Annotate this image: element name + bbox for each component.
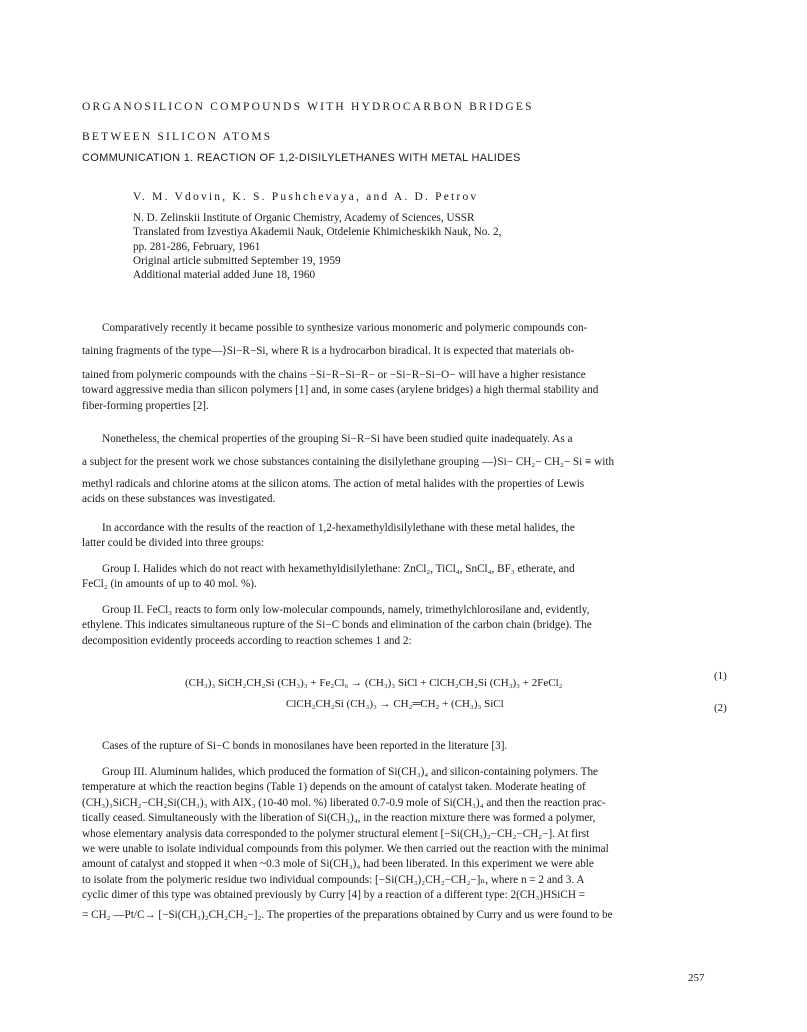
text-line: = CH₂ —Pt/C→ [−Si(CH₃)₂CH₂CH₂−]₂. The properties of the preparations obtained by Curry and us were found to be <box>82 908 613 921</box>
text-line: Group III. Aluminum halides, which produced the formation of Si(CH₃)₄ and silicon-containing polymers. The <box>102 766 599 778</box>
text-line: In accordance with the results of the reaction of 1,2-hexamethyldisilylethane with these metal halides, the <box>102 522 575 534</box>
article-title-line-1: ORGANOSILICON COMPOUNDS WITH HYDROCARBON BRIDGES <box>82 101 534 113</box>
affiliation-line: Translated from Izvestiya Akademii Nauk, Otdelenie Khimicheskikh Nauk, No. 2, <box>133 226 502 238</box>
equation-number-2: (2) <box>714 702 727 714</box>
communication-heading: COMMUNICATION 1. REACTION OF 1,2-DISILYLETHANES WITH METAL HALIDES <box>82 152 521 164</box>
text-line: Comparatively recently it became possible to synthesize various monomeric and polymeric compounds con- <box>102 322 588 334</box>
page-number: 257 <box>688 972 705 984</box>
text-line: temperature at which the reaction begins (Table 1) depends on the amount of catalyst taken. Moderate heating of <box>82 781 586 794</box>
text-line: a subject for the present work we chose substances containing the disilylethane grouping —⟩Si− CH₂− CH₂− Si ≡ with <box>82 456 615 469</box>
text-line: cyclic dimer of this type was obtained previously by Curry [4] by a reaction of a different type: 2(CH₃)HSiCH = <box>82 889 586 902</box>
text-line: whose elementary analysis data corresponded to the polymer structural element [−Si(CH₃)₂−CH₂−CH₂−]. At first <box>82 827 590 840</box>
affiliation-line: pp. 281-286, February, 1961 <box>133 241 261 253</box>
text-line: we were unable to isolate individual compounds from this polymer. We then carried out the reaction with the minimal <box>82 843 609 856</box>
text-line: latter could be divided into three groups: <box>82 537 265 550</box>
text-line: tically ceased. Simultaneously with the liberation of Si(CH₃)₄, in the reaction mixture there was formed a polymer, <box>82 812 596 825</box>
text-line: amount of catalyst and stopped it when ~0.3 mole of Si(CH₃)₄ had been liberated. In this experiment we were able <box>82 858 594 871</box>
equation-number-1: (1) <box>714 670 727 682</box>
affiliation-line: Additional material added June 18, 1960 <box>133 269 316 281</box>
paragraph-group-one <box>82 562 728 593</box>
text-line: toward aggressive media than silicon polymers [1] and, in some cases (arylene bridges) a high thermal stability and <box>82 384 599 397</box>
text-line: Cases of the rupture of Si−C bonds in monosilanes have been reported in the literature [3]. <box>102 740 508 752</box>
text-line: Nonetheless, the chemical properties of the grouping Si−R−Si have been studied quite inadequately. As a <box>102 433 573 445</box>
text-line: decomposition evidently proceeds according to reaction schemes 1 and 2: <box>82 634 412 647</box>
paragraph-introduction <box>82 321 728 414</box>
reaction-equation-1: (CH₃)₃ SiCH₂CH₂Si (CH₃)₃ + Fe₂Cl₆ → (CH₃)₃ SiCl + ClCH₂CH₂Si (CH₃)₃ + 2FeCl₂ <box>185 677 563 689</box>
text-line: FeCl₂ (in amounts of up to 40 mol. %). <box>82 578 257 591</box>
affiliation-line: Original article submitted September 19, 1959 <box>133 255 341 267</box>
text-line: (CH₃)₃SiCH₂−CH₂Si(CH₃)₃ with AlX₃ (10-40 mol. %) liberated 0.7-0.9 mole of Si(CH₃)₄ and then the reaction prac- <box>82 796 606 809</box>
text-line: acids on these substances was investigated. <box>82 493 276 506</box>
paragraph-classification <box>82 521 728 552</box>
paragraph-group-two <box>82 603 728 649</box>
text-line: to isolate from the polymeric residue two individual compounds: [−Si(CH₃)₂CH₂−CH₂−]ₙ, where n = 2 and 3. A <box>82 873 585 886</box>
paragraph-grouping <box>82 432 728 508</box>
author-list: V. M. Vdovin, K. S. Pushchevaya, and A. D. Petrov <box>133 191 479 203</box>
paragraph-group-three <box>82 765 728 923</box>
reaction-equation-2: ClCH₂CH₂Si (CH₃)₃ → CH₂═CH₂ + (CH₃)₃ SiCl <box>286 698 504 710</box>
text-line: ethylene. This indicates simultaneous rupture of the Si−C bonds and elimination of the carbon chain (bridge). The <box>82 619 592 632</box>
text-line: taining fragments of the type—⟩Si−R−Si, where R is a hydrocarbon biradical. It is expected that materials ob- <box>82 345 575 358</box>
article-title-line-2: BETWEEN SILICON ATOMS <box>82 131 273 143</box>
text-line: Group II. FeCl₃ reacts to form only low-molecular compounds, namely, trimethylchlorosilane and, evidently, <box>102 604 590 616</box>
paragraph-monosilanes <box>82 739 728 754</box>
text-line: tained from polymeric compounds with the chains −Si−R−Si−R− or −Si−R−Si−O− will have a higher resistance <box>82 368 586 381</box>
text-line: methyl radicals and chlorine atoms at the silicon atoms. The action of metal halides with the properties of Lewis <box>82 477 585 490</box>
text-line: fiber-forming properties [2]. <box>82 399 209 412</box>
text-line: Group I. Halides which do not react with hexamethyldisilylethane: ZnCl₂, TiCl₄, SnCl₄, BF₃ etherate, and <box>102 563 575 575</box>
affiliation-line: N. D. Zelinskii Institute of Organic Chemistry, Academy of Sciences, USSR <box>133 212 475 224</box>
